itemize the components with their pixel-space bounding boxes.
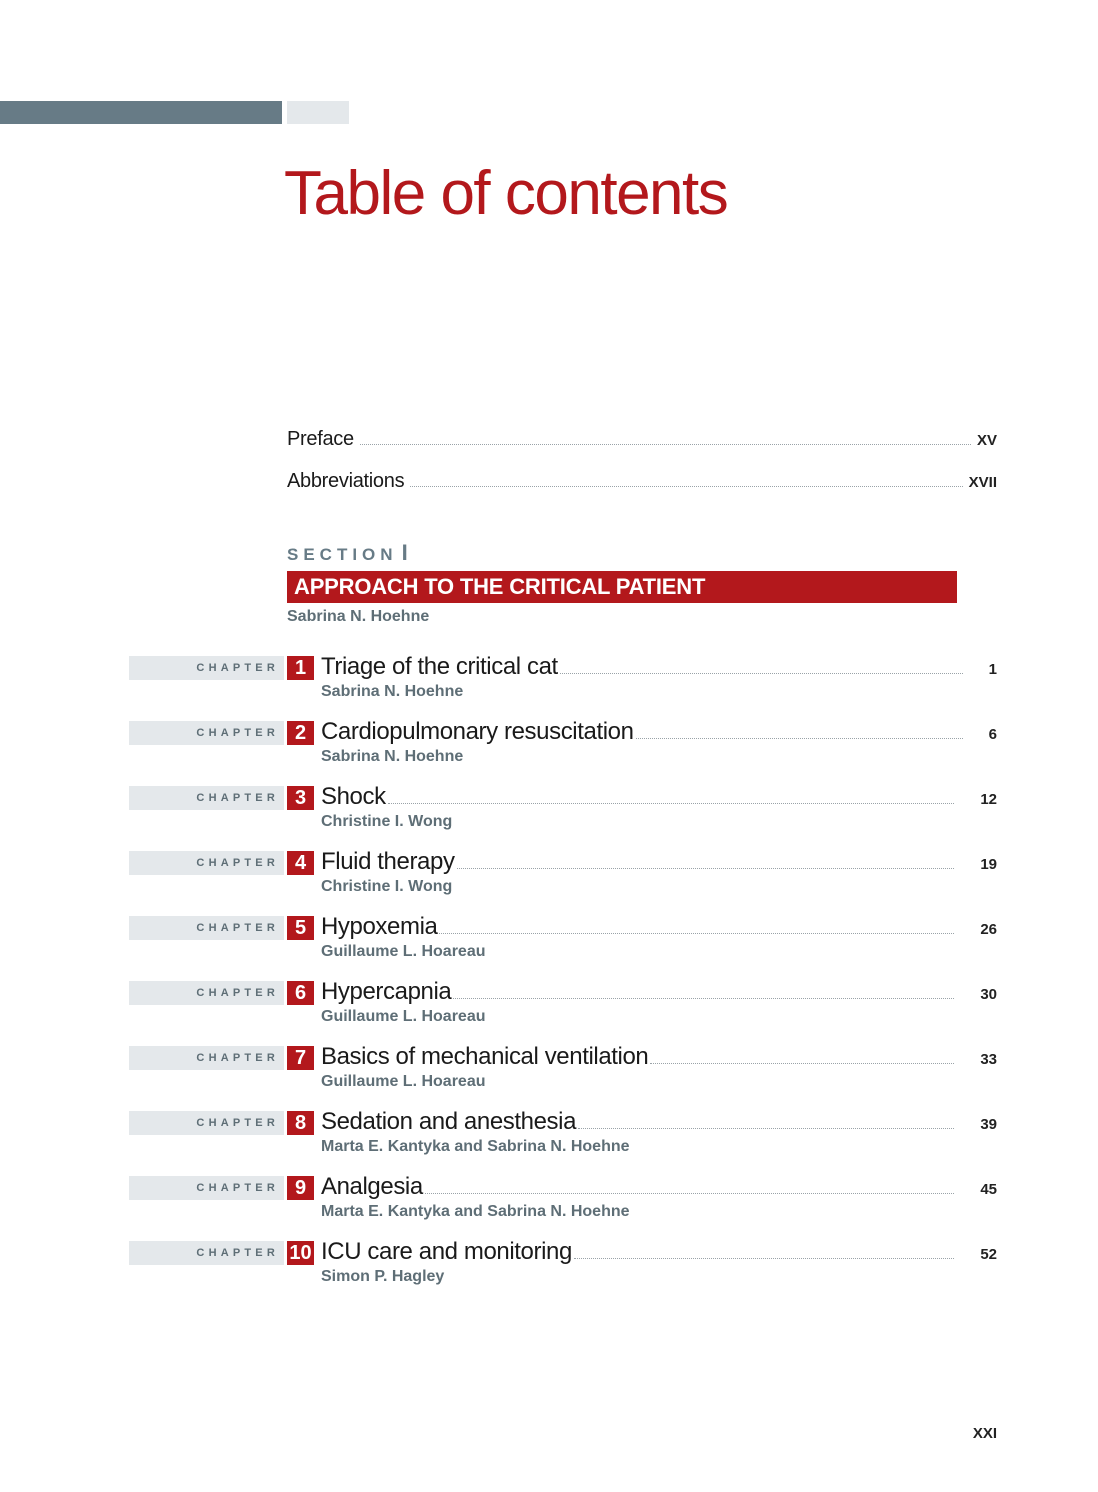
chapter-tab <box>129 1176 284 1200</box>
chapter-page: 52 <box>980 1246 997 1263</box>
section-author: Sabrina N. Hoehne <box>287 608 430 625</box>
toc-entry-page: XV <box>976 432 997 449</box>
chapter-page: 6 <box>988 726 997 743</box>
chapter-page: 1 <box>988 661 997 678</box>
chapter-line <box>321 1238 997 1268</box>
page-title: Table of contents <box>284 159 728 228</box>
chapter-tab <box>129 656 284 680</box>
chapter-line <box>321 978 997 1008</box>
chapter-label: CHAPTER <box>196 857 279 869</box>
chapter-page: 45 <box>980 1181 997 1198</box>
dot-leader <box>574 1242 954 1259</box>
chapter-page: 26 <box>980 921 997 938</box>
chapter-number-badge: 2 <box>287 721 314 745</box>
dot-leader <box>457 852 955 869</box>
chapter-title: Sedation and anesthesia <box>321 1108 577 1135</box>
chapter-row-3[interactable] <box>0 783 1098 843</box>
chapter-author: Sabrina N. Hoehne <box>321 683 464 700</box>
toc-entry-preface[interactable] <box>287 428 997 458</box>
chapter-label: CHAPTER <box>196 1117 279 1129</box>
chapter-row-1[interactable] <box>0 653 1098 713</box>
chapter-number-badge: 7 <box>287 1046 314 1070</box>
chapter-number-badge: 1 <box>287 656 314 680</box>
chapter-page: 19 <box>980 856 997 873</box>
dot-leader <box>425 1177 955 1194</box>
toc-entry-abbreviations[interactable] <box>287 470 997 500</box>
chapter-tab <box>129 1046 284 1070</box>
chapter-author: Sabrina N. Hoehne <box>321 748 464 765</box>
chapter-title: Shock <box>321 783 386 810</box>
dot-leader <box>636 722 963 739</box>
section-banner[interactable] <box>287 571 957 603</box>
dot-leader <box>578 1112 954 1129</box>
chapter-title: Cardiopulmonary resuscitation <box>321 718 634 745</box>
chapter-row-7[interactable] <box>0 1043 1098 1103</box>
section-kicker <box>287 540 408 566</box>
dot-leader <box>560 657 963 674</box>
chapter-number-badge: 6 <box>287 981 314 1005</box>
chapter-line <box>321 718 997 748</box>
chapter-tab <box>129 786 284 810</box>
page-folio: XXI <box>972 1425 997 1442</box>
chapter-author: Christine I. Wong <box>321 878 453 895</box>
dot-leader <box>388 787 955 804</box>
chapter-row-5[interactable] <box>0 913 1098 973</box>
chapter-number-badge: 3 <box>287 786 314 810</box>
chapter-title: Triage of the critical cat <box>321 653 558 680</box>
dot-leader <box>439 917 954 934</box>
chapter-label: CHAPTER <box>196 1247 279 1259</box>
chapter-label: CHAPTER <box>196 922 279 934</box>
chapter-number-badge: 5 <box>287 916 314 940</box>
chapter-tab <box>129 1241 284 1265</box>
chapter-author: Marta E. Kantyka and Sabrina N. Hoehne <box>321 1138 630 1155</box>
chapter-title: Fluid therapy <box>321 848 455 875</box>
chapter-page: 12 <box>980 791 997 808</box>
toc-entry-label: Preface <box>287 428 354 450</box>
chapter-tab <box>129 916 284 940</box>
chapter-row-2[interactable] <box>0 718 1098 778</box>
chapter-tab <box>129 1111 284 1135</box>
chapter-label: CHAPTER <box>196 1052 279 1064</box>
chapter-author: Guillaume L. Hoareau <box>321 1073 486 1090</box>
chapter-author: Guillaume L. Hoareau <box>321 943 486 960</box>
chapter-label: CHAPTER <box>196 792 279 804</box>
chapter-author: Marta E. Kantyka and Sabrina N. Hoehne <box>321 1203 630 1220</box>
chapter-line <box>321 848 997 878</box>
chapter-title: ICU care and monitoring <box>321 1238 572 1265</box>
header-bar-light <box>287 101 349 124</box>
dot-leader <box>453 982 954 999</box>
chapter-row-6[interactable] <box>0 978 1098 1038</box>
chapter-title: Hypercapnia <box>321 978 452 1005</box>
chapter-number-badge: 10 <box>287 1241 314 1265</box>
section-numeral: I <box>401 540 408 565</box>
chapter-row-8[interactable] <box>0 1108 1098 1168</box>
chapter-label: CHAPTER <box>196 727 279 739</box>
dot-leader <box>360 430 971 445</box>
header-bar-dark <box>0 101 282 124</box>
chapter-line <box>321 783 997 813</box>
toc-entry-page: XVII <box>968 474 997 491</box>
chapter-title: Basics of mechanical ventilation <box>321 1043 649 1070</box>
toc-entry-label: Abbreviations <box>287 470 405 492</box>
chapter-tab <box>129 851 284 875</box>
chapter-title: Hypoxemia <box>321 913 438 940</box>
chapter-number-badge: 9 <box>287 1176 314 1200</box>
chapter-line <box>321 1173 997 1203</box>
chapter-line <box>321 1108 997 1138</box>
chapter-page: 33 <box>980 1051 997 1068</box>
chapter-tab <box>129 981 284 1005</box>
chapter-line <box>321 913 997 943</box>
chapter-page: 39 <box>980 1116 997 1133</box>
chapter-author: Guillaume L. Hoareau <box>321 1008 486 1025</box>
chapter-row-4[interactable] <box>0 848 1098 908</box>
chapter-row-9[interactable] <box>0 1173 1098 1233</box>
chapter-line <box>321 653 997 683</box>
chapter-page: 30 <box>980 986 997 1003</box>
chapter-author: Christine I. Wong <box>321 813 453 830</box>
section-title: APPROACH TO THE CRITICAL PATIENT <box>294 574 706 599</box>
dot-leader <box>410 472 962 487</box>
chapter-label: CHAPTER <box>196 1182 279 1194</box>
chapter-number-badge: 4 <box>287 851 314 875</box>
section-kicker-label: SECTION <box>287 545 398 564</box>
chapter-row-10[interactable] <box>0 1238 1098 1298</box>
chapter-number-badge: 8 <box>287 1111 314 1135</box>
chapter-author: Simon P. Hagley <box>321 1268 445 1285</box>
chapter-title: Analgesia <box>321 1173 423 1200</box>
chapter-tab <box>129 721 284 745</box>
chapter-line <box>321 1043 997 1073</box>
dot-leader <box>650 1047 954 1064</box>
chapter-label: CHAPTER <box>196 987 279 999</box>
chapter-label: CHAPTER <box>196 662 279 674</box>
